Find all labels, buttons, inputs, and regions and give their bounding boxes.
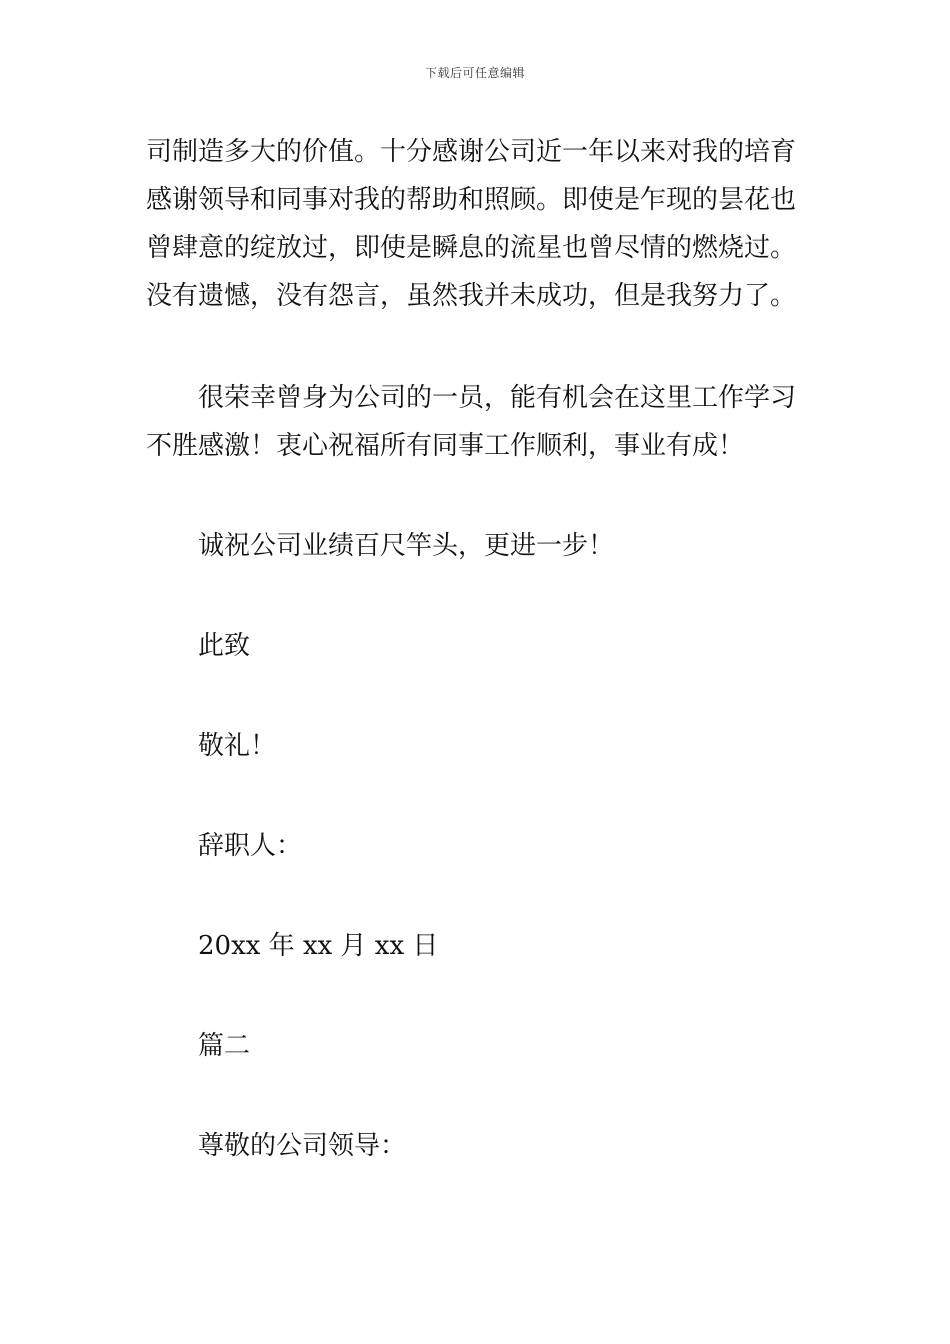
greeting-line — [146, 1122, 810, 1170]
paragraph-1-line: 司制造多大的价值。十分感谢公司近一年以来对我的培育 — [146, 137, 797, 167]
signer-label: 辞职人： — [198, 831, 303, 861]
greeting-text: 尊敬的公司领导： — [198, 1131, 407, 1161]
page-header: 下载后可任意编辑 — [424, 66, 525, 80]
paragraph-2-line: 很荣幸曾身为公司的一员，能有机会在这里工作学习 — [198, 383, 797, 413]
salute-text: 敬礼！ — [198, 731, 277, 761]
section-title-line — [146, 1022, 810, 1070]
document-body — [146, 128, 810, 1170]
paragraph-1-line: 曾肆意的绽放过，即使是瞬息的流星也曾尽情的燃烧过。 — [146, 233, 797, 263]
wish-text: 诚祝公司业绩百尺竿头，更进一步！ — [198, 531, 615, 561]
signer-line — [146, 822, 810, 870]
closing-line — [146, 622, 810, 670]
date-text: 20xx 年 xx 月 xx 日 — [198, 931, 439, 961]
paragraph-1-line: 感谢领导和同事对我的帮助和照顾。即使是乍现的昙花也 — [146, 185, 797, 215]
section-title: 篇二 — [198, 1031, 251, 1061]
wish-line — [146, 522, 810, 570]
paragraph-2-line: 不胜感激！衷心祝福所有同事工作顺利，事业有成！ — [146, 431, 745, 461]
paragraph-1 — [146, 128, 810, 320]
date-line — [146, 922, 810, 970]
closing-text: 此致 — [198, 631, 251, 661]
paragraph-1-line: 没有遗憾，没有怨言，虽然我并未成功，但是我努力了。 — [146, 281, 797, 311]
salute-line — [146, 722, 810, 770]
paragraph-2 — [146, 374, 810, 470]
